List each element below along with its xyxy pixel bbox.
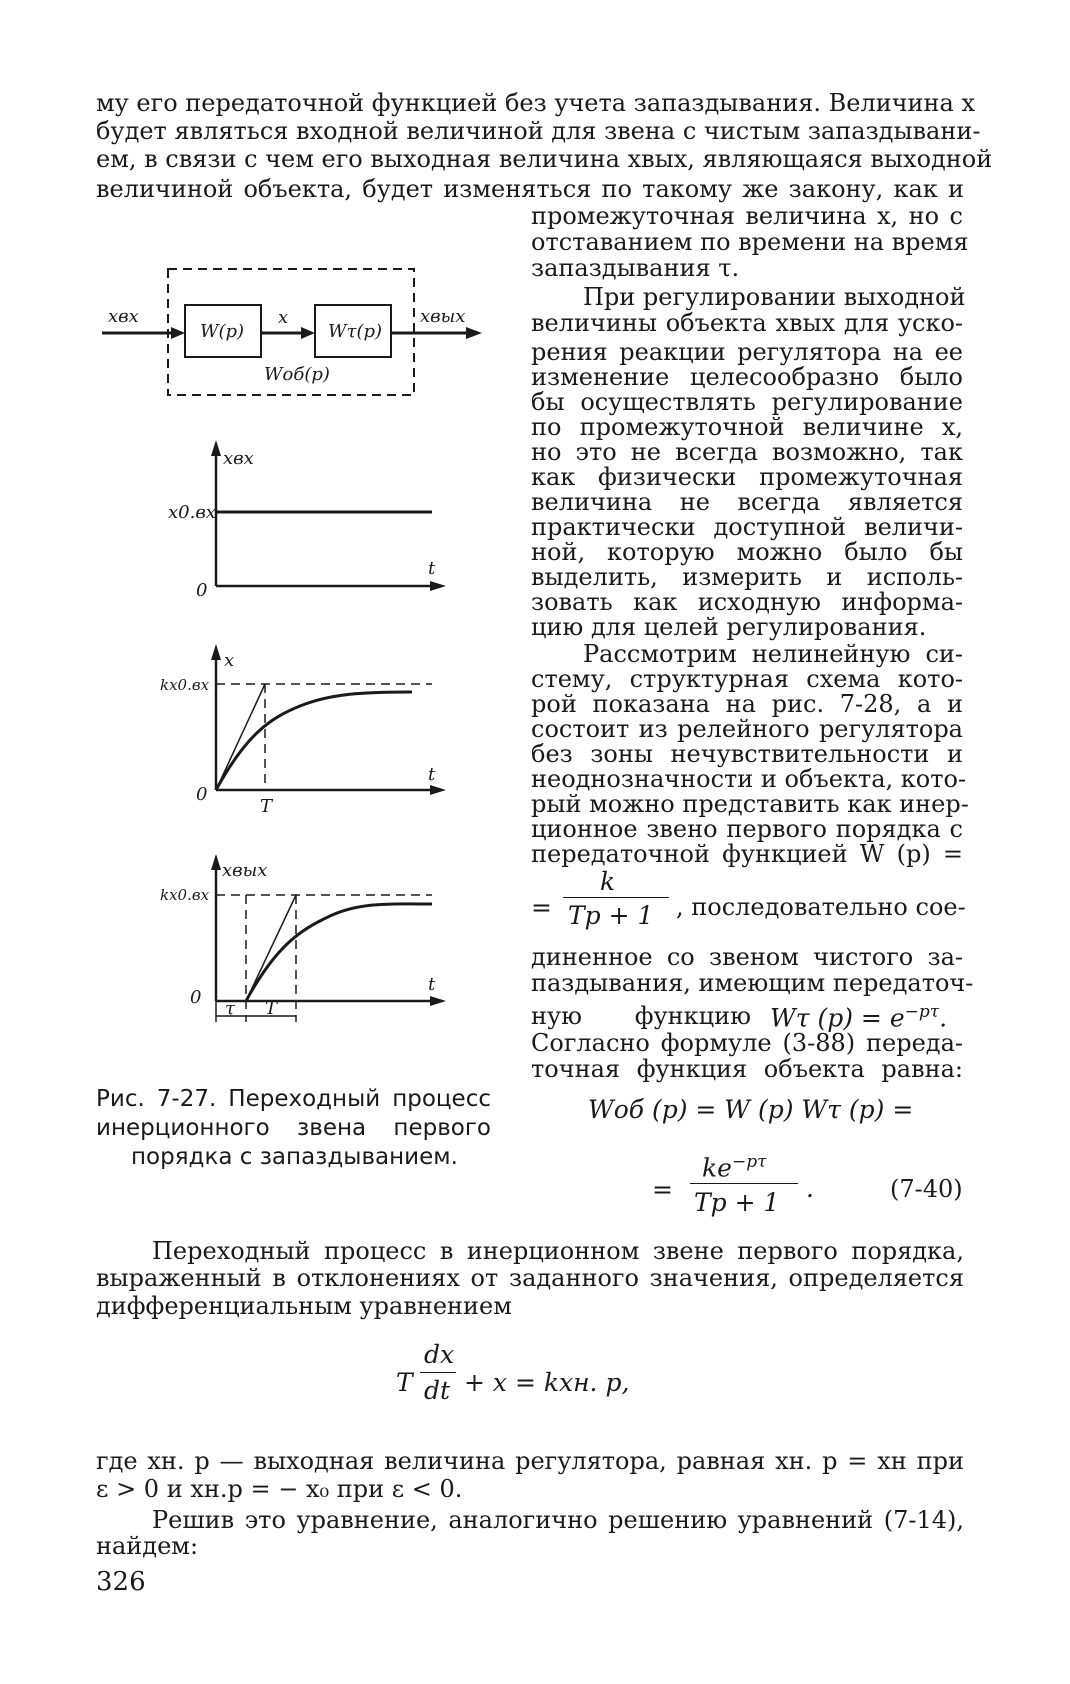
equation-number: (7-40) <box>890 1175 963 1203</box>
text-line: где xн. р — выходная величина регулятора, равная xн. р = xн при <box>96 1447 964 1475</box>
text-line: ционное звено первого порядка с <box>531 815 963 843</box>
tau-label: τ <box>225 998 235 1019</box>
text-line: будет являться входной величиной для звена с чистым запаздывани- <box>96 117 981 145</box>
output-label: xвых <box>420 306 466 327</box>
text-line: цию для целей регулирования. <box>531 613 927 641</box>
text-line: по промежуточной величине x, <box>531 413 963 441</box>
eq-wp-numerator: k <box>600 867 616 896</box>
tick-label-T: T <box>260 796 273 817</box>
page-number: 326 <box>96 1567 146 1597</box>
text-line: точная функция объекта равна: <box>531 1055 963 1083</box>
text-line: величины объекта xвых для уско- <box>531 309 963 337</box>
text-line: без зоны нечувствительности и <box>531 740 963 768</box>
eq-wp-denominator: Tp + 1 <box>568 901 654 930</box>
block-wob-label: Wоб(p) <box>264 364 330 385</box>
text-line: му его передаточной функцией без учета запаздывания. Величина x <box>96 89 976 117</box>
text-line: рый можно представить как инер- <box>531 790 969 818</box>
eq-diff-denominator: dt <box>424 1376 451 1405</box>
eq-diff-numerator: dx <box>424 1340 455 1369</box>
text-line: состоит из релейного регулятора <box>531 715 963 743</box>
axis-label-y: x <box>224 650 235 671</box>
block-wtau-label: Wτ(p) <box>328 321 383 342</box>
figure-caption-line: порядка с запаздыванием. <box>131 1144 458 1170</box>
eq-diff-rest: + x = kxн. р, <box>464 1368 630 1397</box>
text-line: ной, которую можно было бы <box>531 538 963 566</box>
input-label: xвх <box>108 306 139 327</box>
eq-lead: = <box>531 893 552 922</box>
text-line: отставанием по времени на время <box>531 228 969 256</box>
response-curve <box>246 904 432 1001</box>
text-line: как физически промежуточная <box>531 463 963 491</box>
eq-wtau: Wτ $(p) = e^{-p\tau}$. <box>770 1002 948 1033</box>
axis-label-t: t <box>428 558 436 579</box>
mid-label: x <box>278 307 289 328</box>
text-line: выраженный в отклонениях от заданного значения, определяется <box>96 1264 964 1292</box>
text-line: изменение целесообразно было <box>531 363 963 391</box>
text-line: диненное со звеном чистого за- <box>531 943 963 971</box>
level-label: x0.вх <box>168 502 216 523</box>
tick-label-T: T <box>265 998 278 1019</box>
level-label: kx0.вх <box>160 886 210 904</box>
text-line: запаздывания τ. <box>531 254 740 282</box>
origin-label: 0 <box>196 580 208 601</box>
eq-wob: Wоб (p) = W (p) Wτ (p) = <box>588 1095 914 1124</box>
text-line: , последовательно сое- <box>676 893 966 921</box>
eq-lead: = <box>652 1175 673 1204</box>
text-line: рой показана на рис. 7-28, a и <box>531 690 963 718</box>
text-line: зовать как исходную информа- <box>531 588 963 616</box>
text-line: передаточной функцией W (p) = <box>531 840 963 868</box>
text-line: найдем: <box>96 1532 199 1560</box>
text-line: ную функцию <box>531 1002 751 1030</box>
arrowhead <box>430 996 446 1006</box>
figure-caption-line: Рис. 7-27. Переходный процесс <box>96 1086 491 1112</box>
eq-wob2-numerator: $ke^{-p\tau}$ <box>702 1152 767 1183</box>
axis-label-t: t <box>428 764 436 785</box>
text-line: паздывания, имеющим передаточ- <box>531 969 974 997</box>
origin-label: 0 <box>196 784 208 805</box>
figure-caption-line: инерционного звена первого <box>96 1115 491 1141</box>
text-line: выделить, измерить и исполь- <box>531 563 963 591</box>
arrowhead <box>211 854 221 870</box>
axis-label-y: xвых <box>222 860 268 881</box>
text-line: ε > 0 и xн.р = − x₀ при ε < 0. <box>96 1475 463 1503</box>
text-line: неоднозначности и объекта, кото- <box>531 765 967 793</box>
eq-diff-T: T <box>396 1368 413 1397</box>
text-line: ем, в связи с чем его выходная величина xвых, являющаяся выходной <box>96 145 993 173</box>
text-line: стему, структурная схема кото- <box>531 665 963 693</box>
block-w-label: W(p) <box>200 321 245 342</box>
text-line: Переходный процесс в инерционном звене первого порядка, <box>152 1237 964 1265</box>
eq-end: . <box>806 1174 814 1203</box>
axis-label-y: xвх <box>223 448 254 469</box>
text-line: дифференциальным уравнением <box>96 1292 512 1320</box>
eq-wob2-denominator: Tp + 1 <box>694 1188 780 1217</box>
text-line: Согласно формуле (3-88) переда- <box>531 1029 963 1057</box>
axis-label-t: t <box>428 974 436 995</box>
origin-label: 0 <box>190 987 202 1008</box>
text-line: величина не всегда является <box>531 488 963 516</box>
text-line: бы осуществлять регулирование <box>531 388 963 416</box>
text-line: но это не всегда возможно, так <box>531 438 963 466</box>
text-line: практически доступной величи- <box>531 513 963 541</box>
text-line: При регулировании выходной <box>583 283 966 311</box>
text-line: Решив это уравнение, аналогично решению уравнений (7-14), <box>152 1506 964 1534</box>
text-line: величиной объекта, будет изменяться по такому же закону, как и <box>96 175 964 203</box>
text-line: рения реакции регулятора на ее <box>531 338 963 366</box>
text-line: промежуточная величина x, но с <box>531 202 963 230</box>
text-line: Рассмотрим нелинейную си- <box>583 640 963 668</box>
level-label: kx0.вх <box>160 676 210 694</box>
